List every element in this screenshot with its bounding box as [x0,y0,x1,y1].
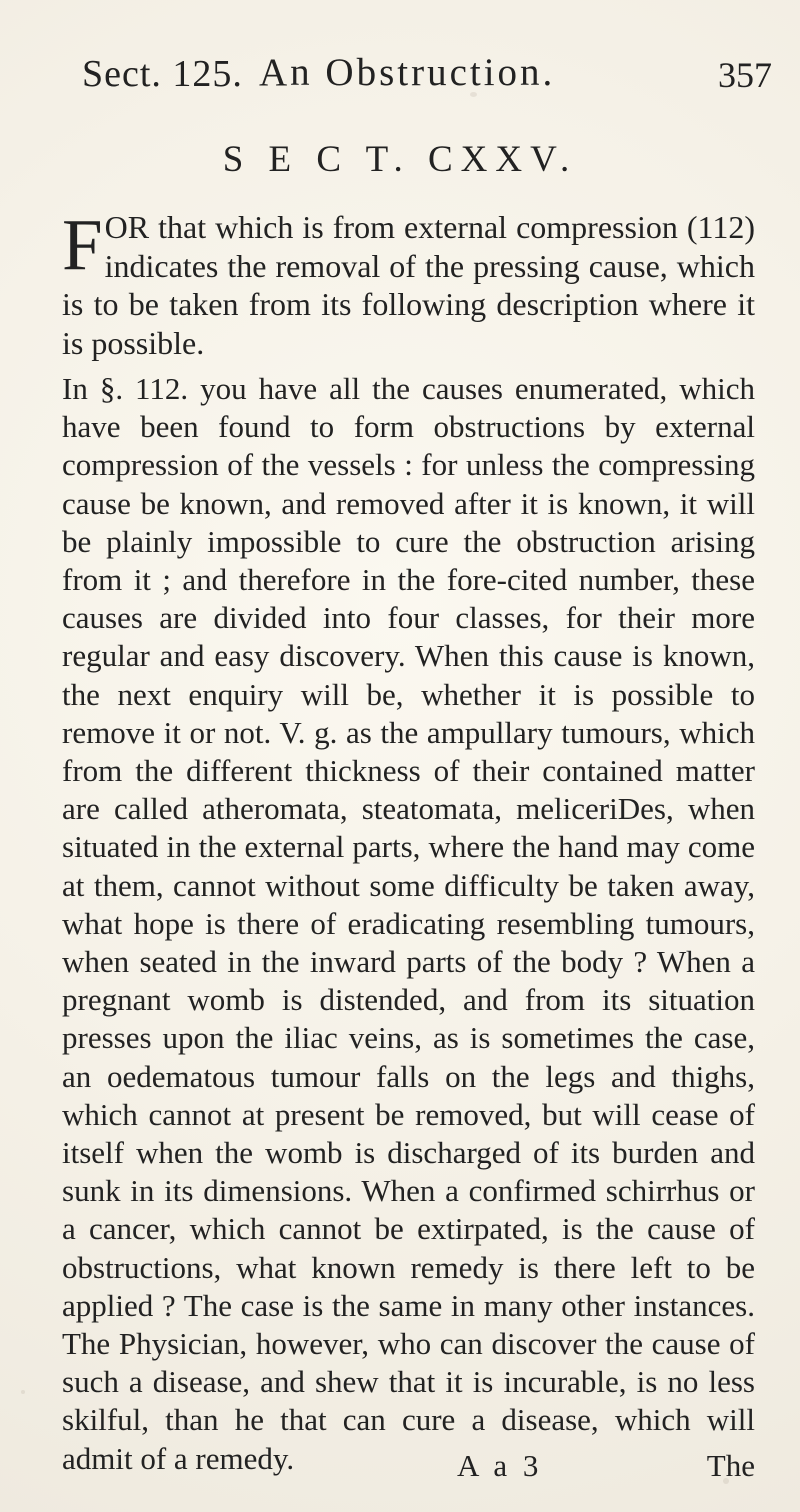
running-head-title: An Obstruction. [259,51,556,94]
opening-paragraph-text: OR that which is from external compression (112) indicates the removal of the pressing cause, which is to be taken from its following description where it is possible. [62,209,755,361]
page-footer [62,1448,755,1492]
commentary-paragraph [62,370,755,1478]
opening-paragraph [62,204,755,362]
running-head [82,50,772,100]
page-number: 357 [718,55,772,95]
commentary-paragraph-text: In §. 112. you have all the causes enumerated, which have been found to form obstructions by external compression of the vessels : for unless the compressing cause be known, and removed after it is known, it will be plainly impossible to cure the obstruction arising from it ; and therefore in the fore-cited number, these causes are divided into four classes, for their more regular and easy discovery. When this cause is known, the next enquiry will be, whether it is possible to remove it or not. V. g. as the ampullary tumours, which from the different thickness of their contained matter are called atheromata, steatomata, meliceriDes, when situated in the external parts, where the hand may come at them, cannot without some difficulty be taken away, what hope is there of eradicating resembling tumours, when seated in the inward parts of the body ? When a pregnant womb is distended, and from its situation presses upon the iliac veins, as is sometimes the case, an oedematous tumour falls on the legs and thighs, which cannot at present be removed, but will cease of itself when the womb is discharged of its burden and sunk in its dimensions. When a confirmed schirrhus or a cancer, which cannot be extirpated, is the cause of obstructions, what known remedy is there left to be applied ? The case is the same in many other instances. The Physician, however, who can discover the cause of such a disease, and shew that it is incurable, is no less skilful, than he that can cure a disease, which will admit of a remedy. [62,371,755,1476]
paper-speck [21,1390,25,1394]
signature-mark: A a 3 [457,1448,543,1483]
running-head-section: Sect. 125. [82,53,243,95]
catchword: The [706,1448,755,1483]
drop-cap: F [62,204,103,285]
section-title: S E C T. CXXV. [222,139,578,180]
